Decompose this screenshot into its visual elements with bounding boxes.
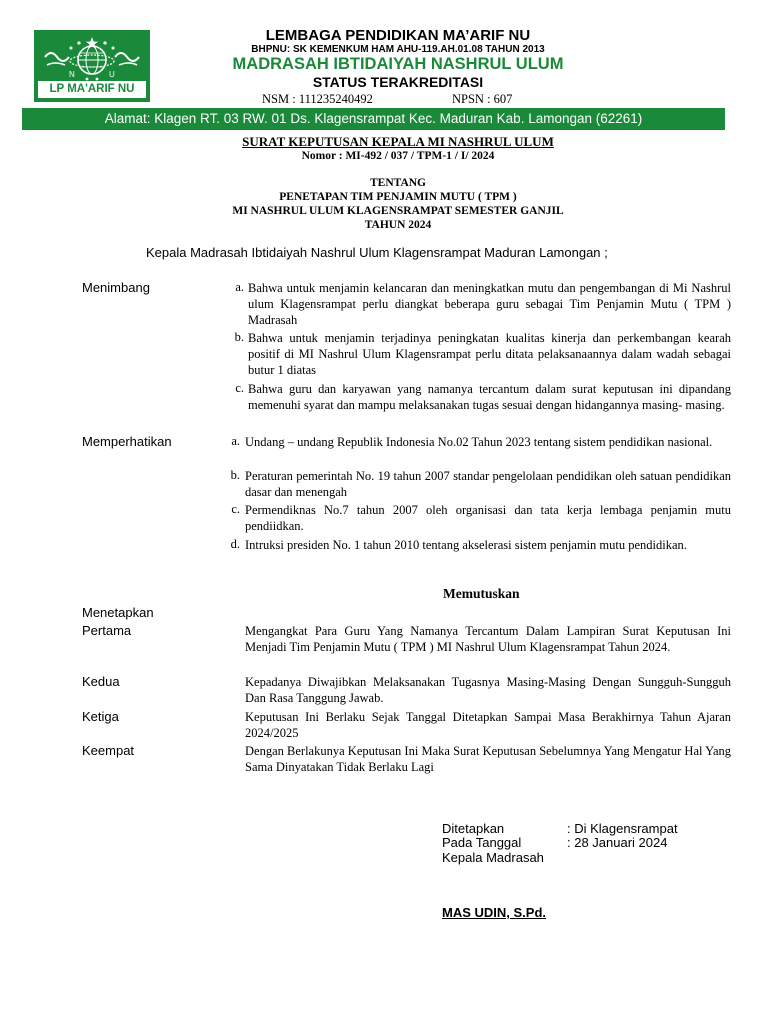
nu-emblem-icon	[39, 35, 145, 83]
signature-place-label: Ditetapkan	[442, 821, 505, 836]
decision-item-text: Mengangkat Para Guru Yang Namanya Tercantum Dalam Lampiran Surat Keputusan Ini Menjadi Tim Penjamin Mutu ( TPM ) MI Nashrul Ulum Klagensrampat Tahun 2024.	[245, 624, 731, 654]
considering-item-text: Bahwa untuk menjamin kelancaran dan meningkatkan mutu dan pengembangan di Mi Nashrul ulum Klagensrampat perlu diangkat beberapa guru sebagai Tim Penjamin Mutu ( TPM ) Madrasah	[248, 281, 731, 327]
considering-item-letter: c.	[235, 381, 244, 395]
considering-item-letter: a.	[235, 280, 244, 294]
svg-text:N: N	[69, 70, 75, 79]
organization-name: LEMBAGA PENDIDIKAN MA’ARIF NU	[265, 27, 531, 44]
observing-item-letter: a.	[231, 434, 240, 448]
lp-maarif-nu-logo	[34, 30, 150, 102]
decision-item-label: Keempat	[82, 743, 135, 758]
signature-date-value: : 28 Januari 2024	[567, 835, 668, 850]
subject-line-3: TAHUN 2024	[364, 219, 432, 231]
signature-position: Kepala Madrasah	[442, 850, 544, 865]
school-name: MADRASAH IBTIDAIYAH NASHRUL ULUM	[232, 55, 564, 73]
observing-label: Memperhatikan	[82, 434, 172, 449]
considering-label: Menimbang	[82, 280, 150, 295]
legal-registration: BHPNU: SK KEMENKUM HAM AHU-119.AH.01.08 TAHUN 2013	[251, 44, 545, 55]
decision-item-label: Kedua	[82, 674, 120, 689]
svg-text:U: U	[109, 70, 115, 79]
decision-label: Menetapkan	[82, 605, 154, 620]
observing-item-letter: b.	[230, 468, 240, 482]
observing-item-text: Peraturan pemerintah No. 19 tahun 2007 standar pengelolaan pendidikan oleh satuan pendidikan dasar dan menengah	[245, 469, 731, 499]
about-heading: TENTANG	[369, 177, 427, 189]
decision-item-text: Kepadanya Diwajibkan Melaksanakan Tugasnya Masing-Masing Dengan Sungguh-Sungguh Dan Rasa Tanggung Jawab.	[245, 675, 731, 705]
decision-heading: Memutuskan	[443, 586, 520, 601]
nsm-number: NSM : 111235240492	[262, 92, 373, 106]
logo-caption: LP MA'ARIF NU	[38, 81, 146, 98]
decision-item-text: Keputusan Ini Berlaku Sejak Tanggal Ditetapkan Sampai Masa Berakhirnya Tahun Ajaran 2024/2025	[245, 710, 731, 740]
signature-date-label: Pada Tanggal	[442, 835, 522, 850]
decision-item-label: Pertama	[82, 623, 132, 638]
considering-item-letter: b.	[234, 330, 244, 344]
considering-item-text: Bahwa guru dan karyawan yang namanya tercantum dalam surat keputusan ini dipandang memenuhi syarat dan mampu melaksanakan tugas sesuai dengan hidangannya masing- masing.	[248, 382, 731, 412]
signer-name: MAS UDIN, S.Pd.	[442, 905, 547, 920]
address-bar: Alamat: Klagen RT. 03 RW. 01 Ds. Klagensrampat Kec. Maduran Kab. Lamongan (62261)	[22, 108, 725, 130]
accreditation-status: STATUS TERAKREDITASI	[312, 74, 484, 90]
observing-item-text: Permendiknas No.7 tahun 2007 oleh organisasi dan tata kerja lembaga penjamin mutu pendiidkan.	[245, 503, 731, 533]
npsn-number: NPSN : 607	[452, 92, 513, 106]
decision-item-label: Ketiga	[82, 709, 119, 724]
considering-item-text: Bahwa untuk menjamin terjadinya peningkatan kualitas kinerja dan perkembangan kearah positif di MI Nashrul Ulum Klagensrampat perlu ditata pelaksanaannya dalam wadah sebagai butur 1 diatas	[248, 331, 731, 377]
decision-item-text: Dengan Berlakunya Keputusan Ini Maka Surat Keputusan Sebelumnya Yang Mengatur Hal Yang Sama Dinyatakan Tidak Berlaku Lagi	[245, 744, 731, 774]
observing-item-letter: d.	[230, 537, 240, 551]
signature-place-value: : Di Klagensrampat	[567, 821, 678, 836]
subject-line-2: MI NASHRUL ULUM KLAGENSRAMPAT SEMESTER GANJIL	[232, 205, 564, 217]
observing-item-text: Undang – undang Republik Indonesia No.02 Tahun 2023 tentang sistem pendidikan nasional.	[245, 435, 713, 449]
observing-item-text: Intruksi presiden No. 1 tahun 2010 tentang akselerasi sistem penjamin mutu pendidikan.	[245, 538, 687, 552]
subject-line-1: PENETAPAN TIM PENJAMIN MUTU ( TPM )	[279, 191, 517, 203]
preamble: Kepala Madrasah Ibtidaiyah Nashrul Ulum Klagensrampat Maduran Lamongan ;	[146, 245, 608, 260]
document-title: SURAT KEPUTUSAN KEPALA MI NASHRUL ULUM	[242, 134, 554, 149]
observing-item-letter: c.	[231, 502, 240, 516]
document-number: Nomor : MI-492 / 037 / TPM-1 / I/ 2024	[301, 150, 495, 162]
